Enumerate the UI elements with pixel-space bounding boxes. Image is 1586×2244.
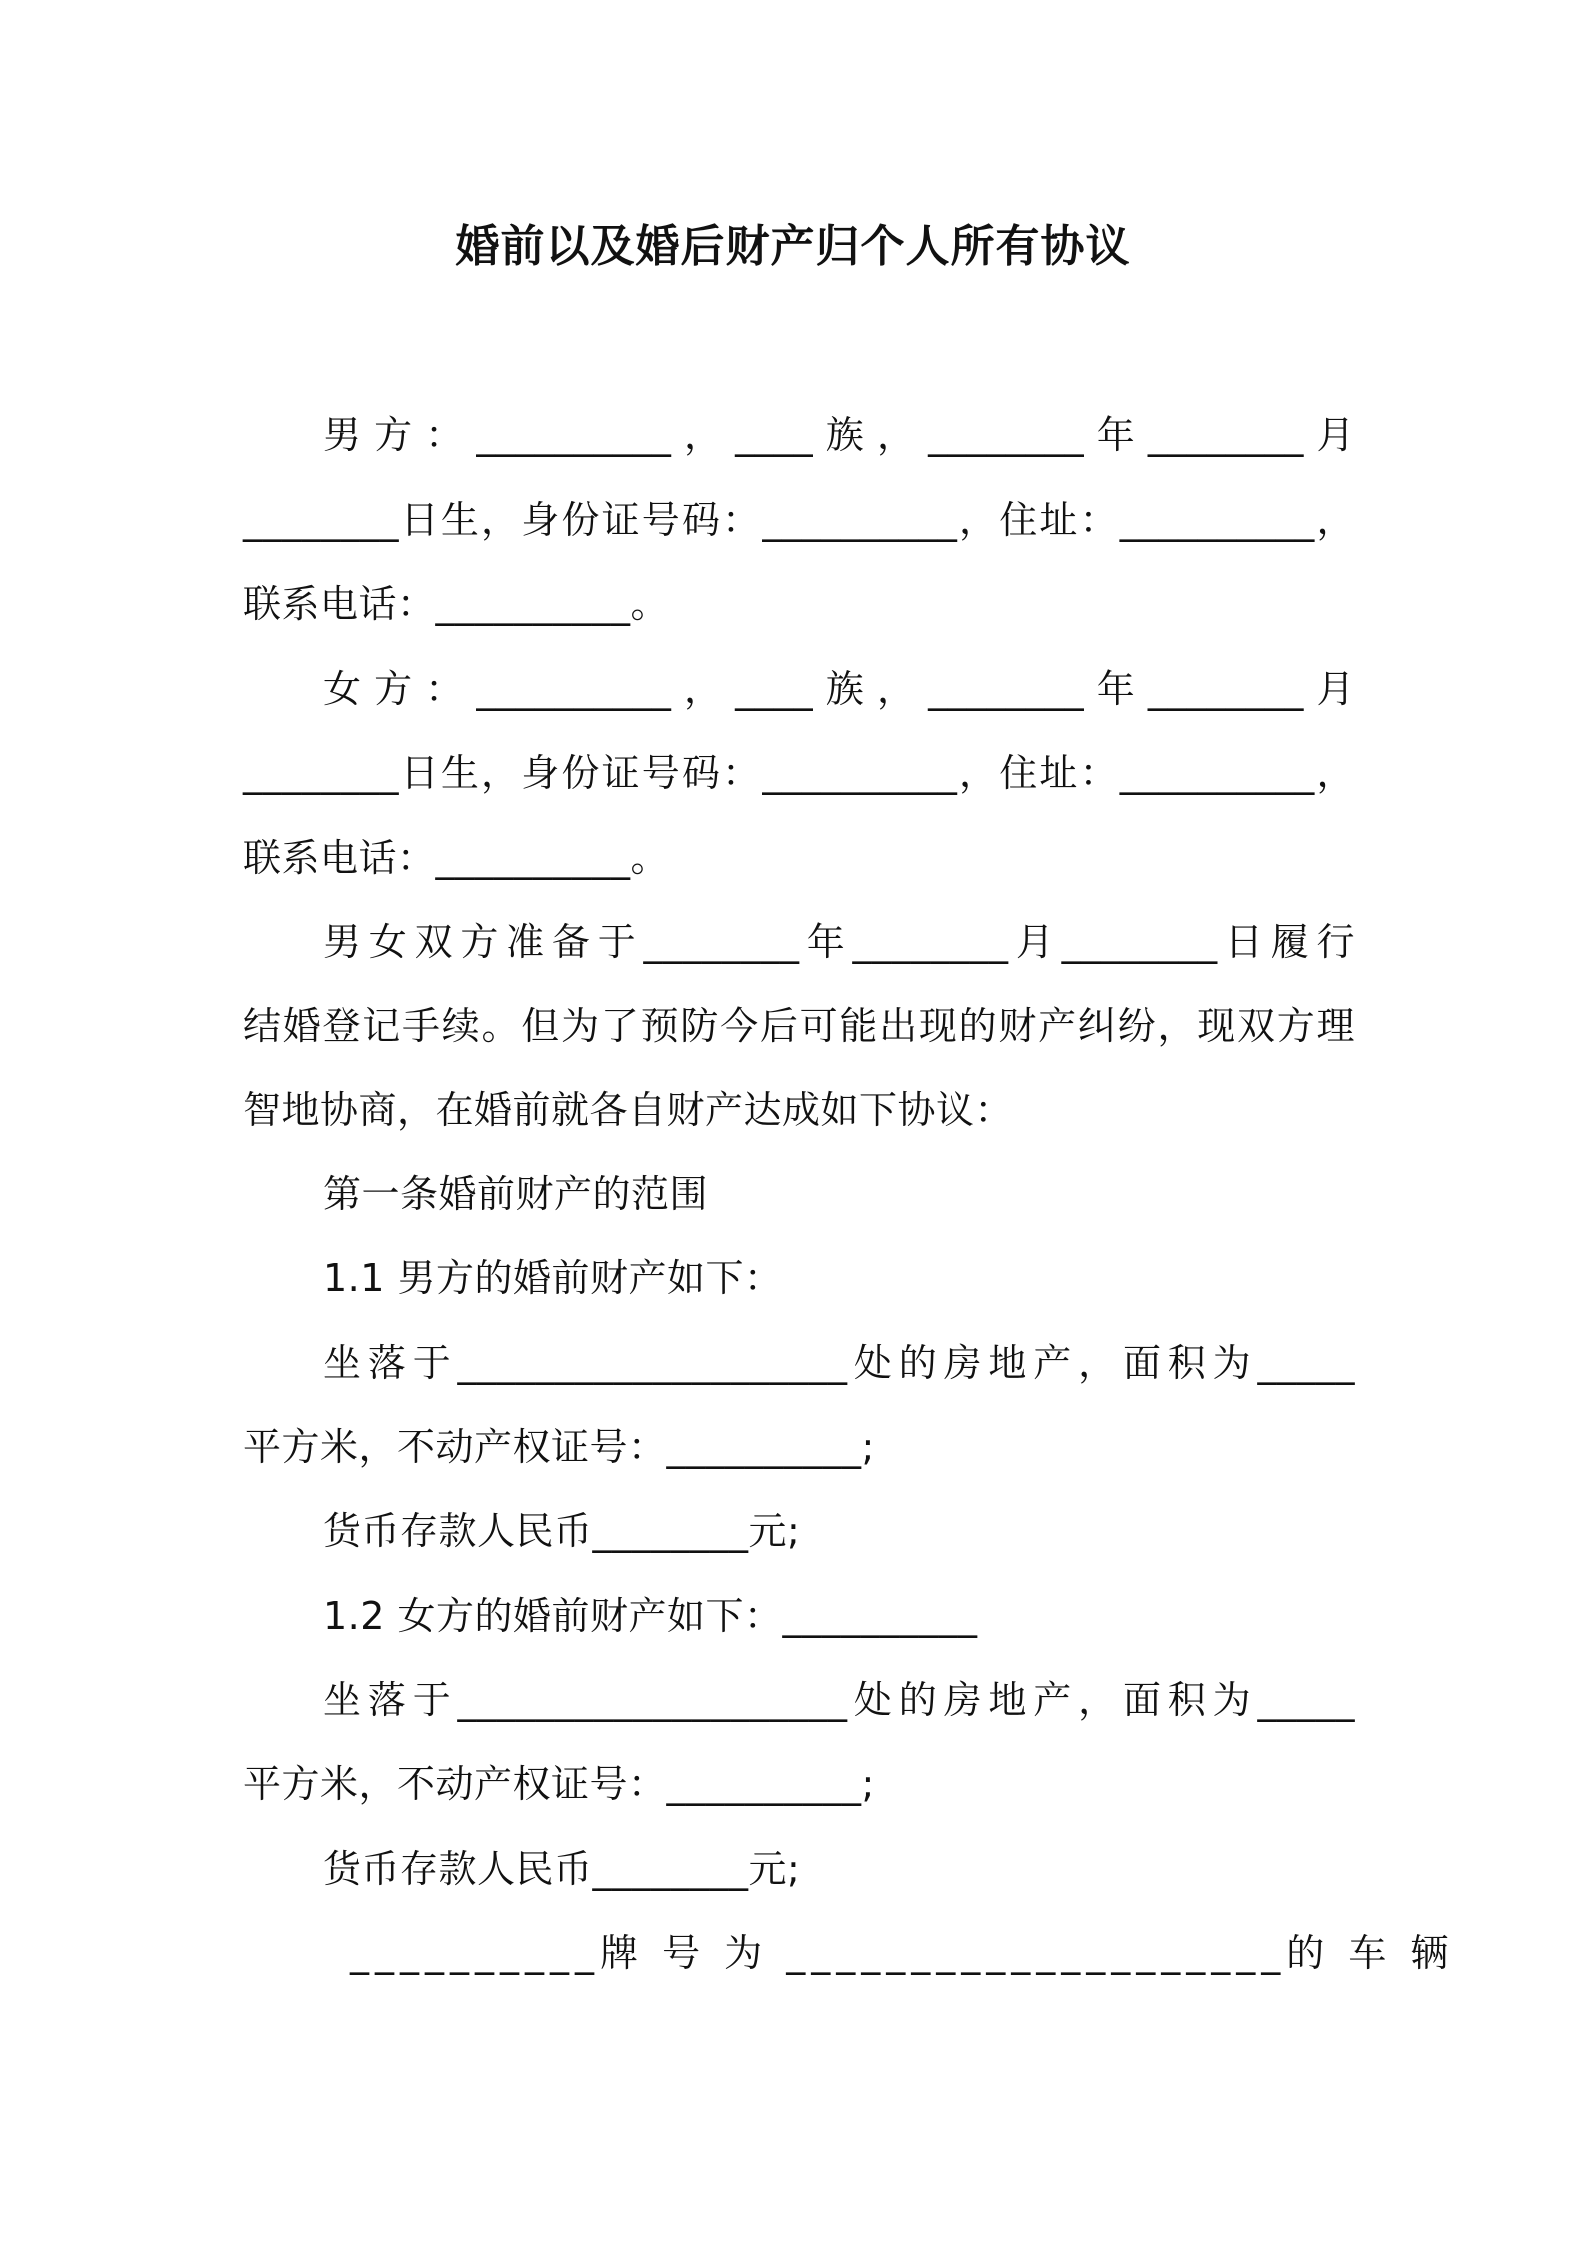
female-property-line-2: 平方米，不动产权证号：__________; <box>243 1762 875 1806</box>
male-party-line-3: 联系电话：__________。 <box>243 582 670 626</box>
section-1-1-heading: 1.1 男方的婚前财产如下： <box>323 1256 783 1300</box>
article-one-heading: 第一条婚前财产的范围 <box>323 1172 709 1216</box>
document-title: 婚前以及婚后财产归个人所有协议 <box>455 221 1131 272</box>
agreement-intro-line-3: 智地协商，在婚前就各自财产达成如下协议： <box>243 1088 1014 1132</box>
female-property-line-1: 坐落于____________________处的房地产，面积为_____ <box>323 1678 1355 1722</box>
vehicle-line: __________牌 号 为 ____________________的 车 辆 <box>350 1931 1455 1975</box>
male-property-line-2: 平方米，不动产权证号：__________; <box>243 1425 875 1469</box>
female-deposit-line: 货币存款人民币________元; <box>323 1847 801 1891</box>
male-property-line-1: 坐落于____________________处的房地产，面积为_____ <box>323 1341 1355 1385</box>
male-party-line-1: 男方：__________，____族，________年________月 <box>323 413 1355 457</box>
agreement-intro-line-1: 男女双方准备于________年________月________日履行 <box>323 920 1355 964</box>
section-1-2-heading: 1.2 女方的婚前财产如下：__________ <box>323 1594 978 1638</box>
male-deposit-line: 货币存款人民币________元; <box>323 1509 801 1553</box>
female-party-line-1: 女方：__________，____族，________年________月 <box>323 667 1355 711</box>
agreement-intro-line-2: 结婚登记手续。但为了预防今后可能出现的财产纠纷，现双方理 <box>243 1004 1355 1048</box>
female-party-line-2: ________日生，身份证号码：__________，住址：__________， <box>243 751 1355 795</box>
male-party-line-2: ________日生，身份证号码：__________，住址：__________， <box>243 498 1355 542</box>
female-party-line-3: 联系电话：__________。 <box>243 836 670 880</box>
